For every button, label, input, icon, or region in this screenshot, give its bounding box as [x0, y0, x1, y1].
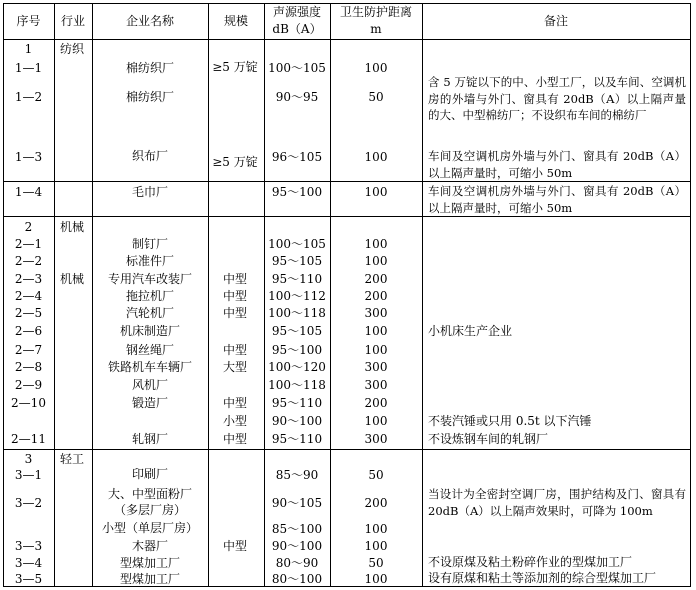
- row-index: 2—10: [11, 396, 46, 410]
- header-name: 企业名称: [125, 14, 174, 28]
- row-distance: 100: [364, 185, 388, 199]
- col-border: [54, 3, 55, 587]
- row-db: 100～105: [268, 237, 326, 251]
- row-name: 轧钢厂: [131, 432, 168, 446]
- row-distance: 50: [368, 556, 384, 570]
- row-name: 大、中型面粉厂: [107, 487, 192, 501]
- row-scale: 中型: [222, 306, 247, 320]
- row-index: 2—3: [14, 272, 43, 286]
- row-industry: 轻工: [60, 452, 85, 466]
- row-scale: 大型: [222, 360, 247, 374]
- header-distance-unit: m: [370, 22, 382, 36]
- row-distance: 300: [364, 360, 388, 374]
- row-db: 85～100: [271, 522, 323, 536]
- row-name: 小型（单层厂房）: [101, 521, 198, 535]
- row-name: 棉纺织厂: [125, 61, 174, 75]
- row-industry: 机械: [60, 272, 85, 286]
- row-db: 100～118: [268, 306, 326, 320]
- row-index: 3—2: [14, 496, 43, 510]
- row-name: 印刷厂: [131, 467, 168, 481]
- row-db: 90～105: [271, 496, 323, 510]
- row-distance: 100: [364, 522, 388, 536]
- row-index: 3—3: [14, 539, 43, 553]
- row-distance: 100: [364, 572, 388, 586]
- header-industry: 行业: [60, 14, 85, 28]
- row-db: 90～100: [271, 539, 323, 553]
- section-divider: [3, 216, 691, 217]
- row-db: 100～105: [268, 61, 326, 75]
- row-distance: 200: [364, 496, 388, 510]
- row-scale: 中型: [222, 396, 247, 410]
- row-index: 2: [24, 220, 33, 234]
- row-distance: 200: [364, 272, 388, 286]
- row-distance: 50: [368, 468, 384, 482]
- row-index: 2—9: [14, 378, 43, 392]
- row-db: 95～110: [271, 432, 323, 446]
- row-index: 1: [24, 42, 33, 56]
- row-name: 织布厂: [131, 149, 168, 163]
- row-distance: 200: [364, 396, 388, 410]
- section-divider: [3, 181, 691, 182]
- row-distance: 300: [364, 432, 388, 446]
- row-index: 3—5: [14, 572, 43, 586]
- row-scale: ≥5 万锭: [212, 155, 258, 169]
- row-distance: 300: [364, 306, 388, 320]
- row-index: 3—1: [14, 468, 43, 482]
- row-distance: 100: [364, 343, 388, 357]
- row-db: 80～100: [271, 572, 323, 586]
- row-index: 2—4: [14, 289, 43, 303]
- row-db: 90～100: [271, 414, 323, 428]
- row-db: 80～90: [275, 556, 319, 570]
- row-note: 不设原煤及粘土粉碎作业的型煤加工厂: [428, 555, 633, 569]
- row-index: 2—11: [11, 432, 46, 446]
- row-scale: 中型: [222, 343, 247, 357]
- header-db-unit: dB（A）: [272, 22, 322, 36]
- row-name: 铁路机车车辆厂: [107, 360, 192, 374]
- row-note: 小机床生产企业: [428, 324, 513, 338]
- header-scale: 规模: [223, 14, 248, 28]
- section-divider: [3, 449, 691, 450]
- row-distance: 300: [364, 378, 388, 392]
- row-distance: 50: [368, 90, 384, 104]
- header-note: 备注: [543, 14, 568, 28]
- row-db: 95～105: [271, 254, 323, 268]
- row-industry: 机械: [60, 220, 85, 234]
- table-bottom-border: [3, 586, 691, 587]
- row-distance: 200: [364, 289, 388, 303]
- row-db: 95～100: [271, 343, 323, 357]
- row-note: 车间及空调机房外墙与外门、窗具有 20dB（A）以上隔声量时，可缩小 50m: [428, 149, 686, 180]
- row-scale: 中型: [222, 539, 247, 553]
- row-distance: 100: [364, 539, 388, 553]
- header-db: 声源强度: [272, 5, 321, 19]
- row-db: 95～105: [271, 324, 323, 338]
- row-index: 1—4: [14, 185, 43, 199]
- row-scale: 中型: [222, 272, 247, 286]
- row-note: 不装汽锤或只用 0.5t 以下汽锤: [428, 414, 592, 428]
- row-index: 3—4: [14, 556, 43, 570]
- col-border: [330, 3, 331, 587]
- col-border: [422, 3, 423, 587]
- row-name: 标准件厂: [125, 254, 174, 268]
- row-db: 90～95: [275, 90, 319, 104]
- row-industry: 纺织: [60, 42, 85, 56]
- row-distance: 100: [364, 150, 388, 164]
- row-db: 95～110: [271, 272, 323, 286]
- row-scale: 小型: [222, 414, 247, 428]
- row-name: 锻造厂: [131, 396, 168, 410]
- row-distance: 100: [364, 414, 388, 428]
- row-name: 型煤加工厂: [119, 556, 180, 570]
- row-index: 2—2: [14, 254, 43, 268]
- row-name: 机床制造厂: [119, 324, 180, 338]
- row-note: 车间及空调机房外墙与外门、窗具有 20dB（A）以上隔声量时，可缩小 50m: [428, 184, 686, 215]
- row-name: 木器厂: [131, 539, 168, 553]
- row-scale: 中型: [222, 289, 247, 303]
- row-distance: 100: [364, 61, 388, 75]
- row-index: 1—2: [14, 90, 43, 104]
- row-scale: ≥5 万锭: [212, 60, 258, 74]
- row-name: 拖拉机厂: [125, 289, 174, 303]
- row-distance: 100: [364, 324, 388, 338]
- col-border: [690, 3, 691, 587]
- row-index: 3: [24, 452, 33, 466]
- row-db: 100～118: [268, 378, 326, 392]
- row-distance: 100: [364, 254, 388, 268]
- row-name: 型煤加工厂: [119, 572, 180, 586]
- row-db: 100～120: [268, 360, 326, 374]
- row-index: 1—3: [14, 150, 43, 164]
- row-distance: 100: [364, 237, 388, 251]
- row-name: 钢丝绳厂: [125, 343, 174, 357]
- row-db: 100～112: [268, 289, 326, 303]
- row-index: 2—1: [14, 237, 43, 251]
- row-name: 制钉厂: [131, 237, 168, 251]
- row-name: 毛巾厂: [131, 185, 168, 199]
- row-db: 95～110: [271, 396, 323, 410]
- row-name: 棉纺织厂: [125, 90, 174, 104]
- row-db: 95～100: [271, 185, 323, 199]
- row-name: 风机厂: [131, 378, 168, 392]
- row-name-note: （多层厂房）: [113, 503, 186, 517]
- row-db: 85～90: [275, 468, 319, 482]
- row-note: 含 5 万锭以下的中、小型工厂，以及车间、空调机房的外墙与外门、窗具有 20dB（A）以上隔声量的大、中型棉纺厂；不设织布车间的棉纺厂: [428, 75, 686, 122]
- header-idx: 序号: [16, 14, 41, 28]
- row-note: 当设计为全密封空调厂房，围护结构及门、窗具有 20dB（A）以上隔声效果时，可降为 100m: [428, 487, 686, 518]
- row-index: 1—1: [14, 61, 43, 75]
- row-note: 设有原煤和粘土等添加剂的综合型煤加工厂: [428, 571, 657, 585]
- row-scale: 中型: [222, 432, 247, 446]
- row-name: 汽轮机厂: [125, 306, 174, 320]
- header-bottom-border: [3, 39, 691, 40]
- row-index: 2—5: [14, 306, 43, 320]
- row-name: 专用汽车改装厂: [107, 272, 192, 286]
- row-note: 不设炼钢车间的轧钢厂: [428, 432, 549, 446]
- row-db: 96～105: [271, 150, 323, 164]
- row-index: 2—8: [14, 360, 43, 374]
- header-distance: 卫生防护距离: [339, 5, 412, 19]
- row-index: 2—7: [14, 343, 43, 357]
- row-index: 2—6: [14, 324, 43, 338]
